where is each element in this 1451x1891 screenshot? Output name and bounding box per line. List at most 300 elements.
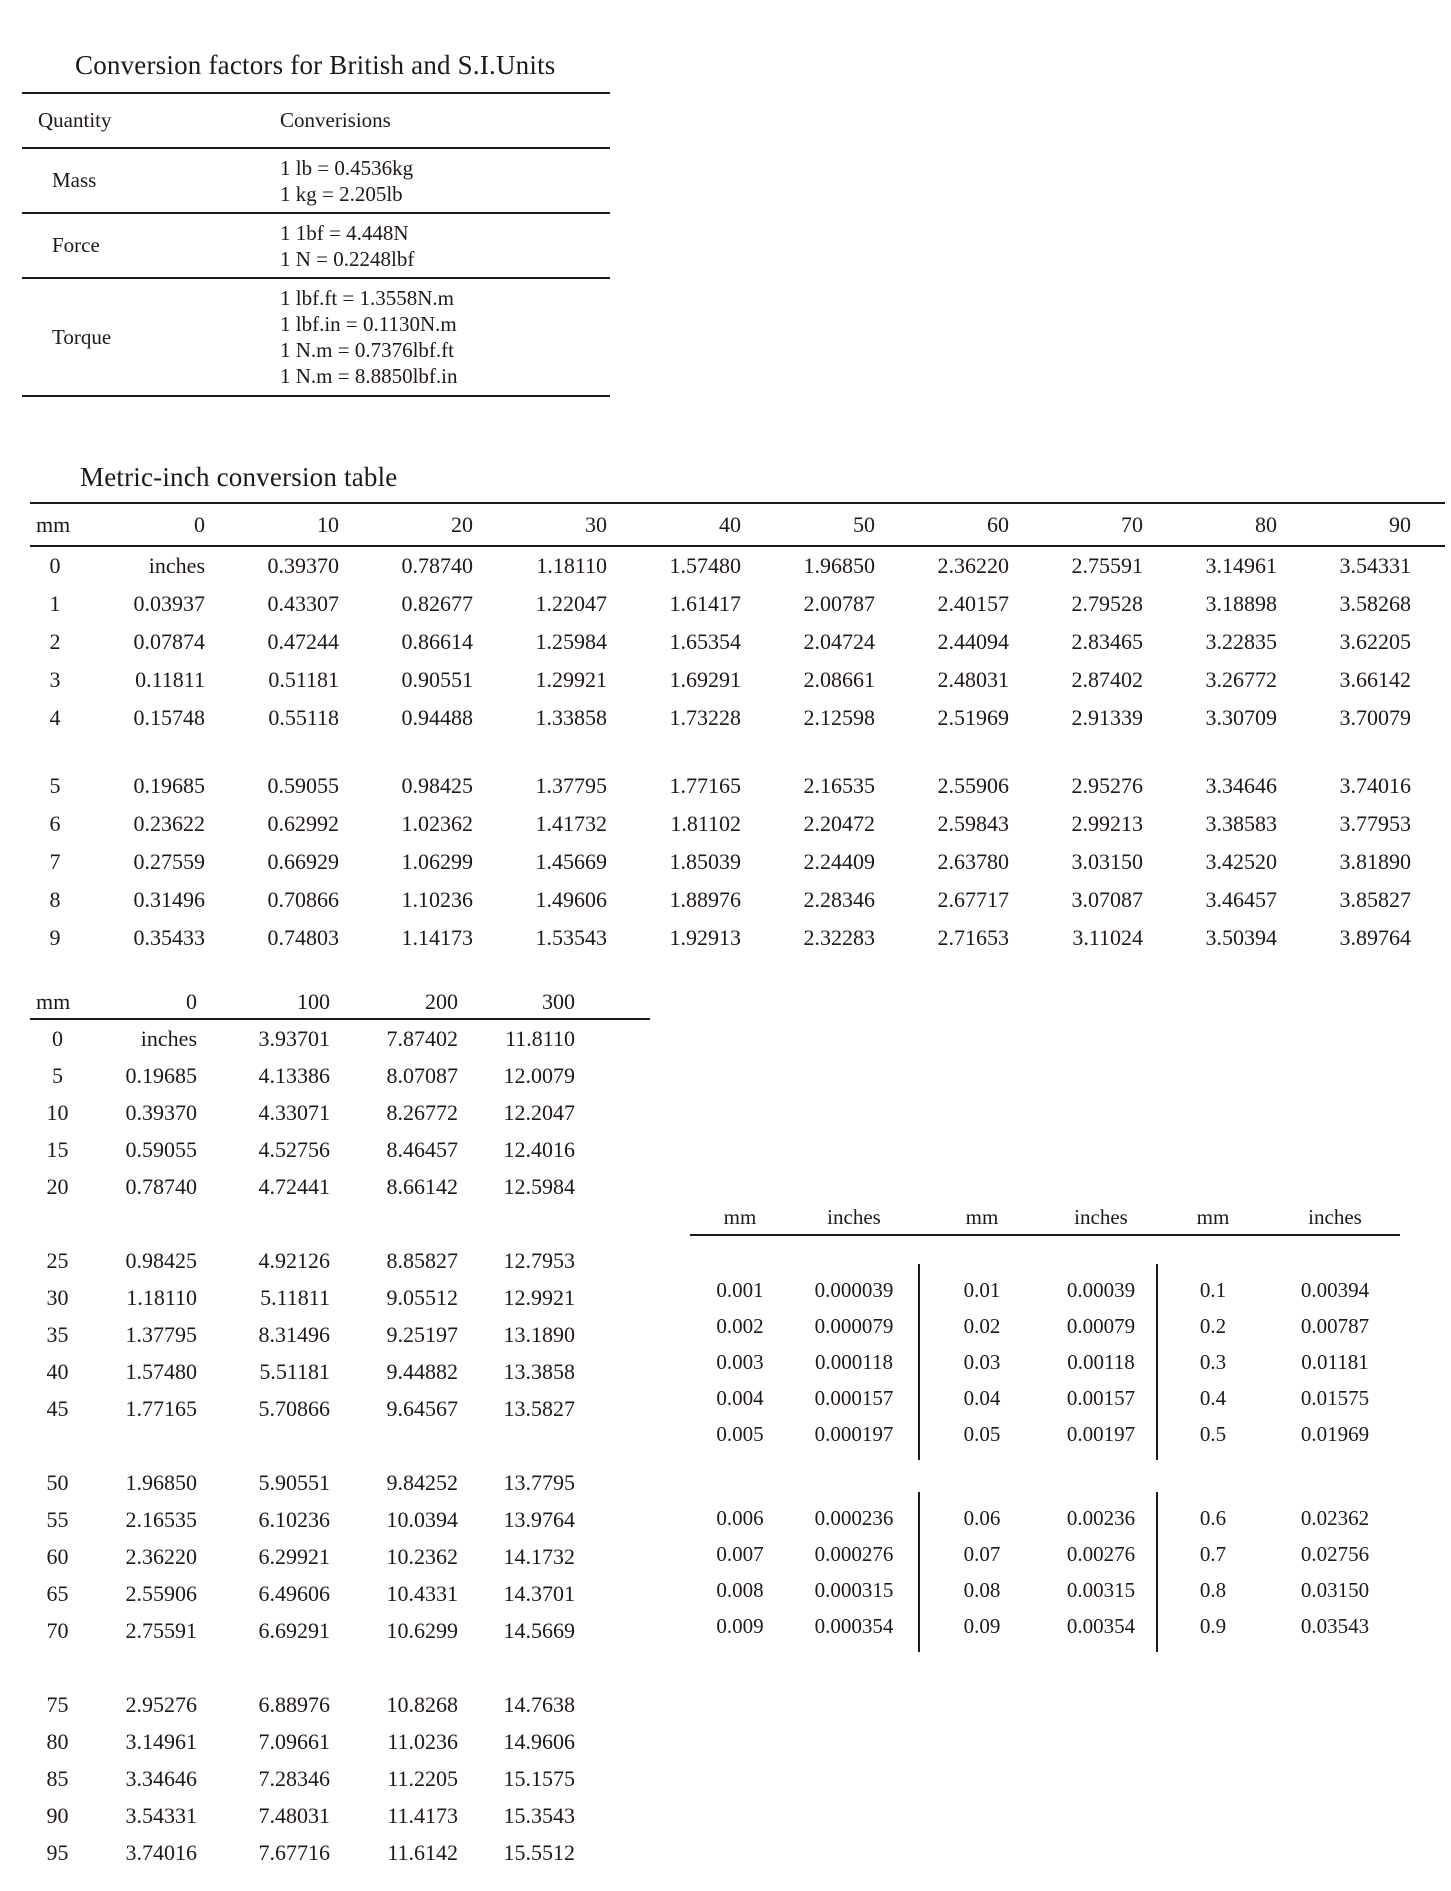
column-header: 300 — [542, 989, 575, 1014]
table-row — [30, 1464, 650, 1501]
table-cell: 3.42520 — [1205, 849, 1277, 874]
table-cell: 1.37795 — [535, 773, 607, 798]
table-cell: 3.74016 — [1339, 773, 1411, 798]
table-row — [30, 699, 1445, 737]
table-cell: 2.91339 — [1071, 705, 1143, 730]
group-rows — [690, 1500, 1400, 1644]
table-cell: 7.48031 — [258, 1803, 330, 1828]
table-row — [30, 1723, 650, 1760]
table-cell: 1.57480 — [125, 1359, 197, 1384]
table-cell: 0 — [49, 553, 61, 578]
table-cell: 11.0236 — [387, 1729, 458, 1754]
table-cell: 13.9764 — [503, 1507, 575, 1532]
table-cell: 12.0079 — [503, 1063, 575, 1088]
table-row — [690, 1272, 1400, 1308]
table-cell: 0.31496 — [133, 887, 205, 912]
conversion-line: 1 lb = 0.4536kg — [280, 155, 414, 180]
table-cell: 3.26772 — [1205, 667, 1277, 692]
table-cell: 3.77953 — [1339, 811, 1411, 836]
table-cell: 0.07 — [963, 1542, 1001, 1566]
torque-label: Torque — [52, 324, 112, 349]
column-divider — [1156, 1264, 1158, 1460]
table-header-row — [690, 1200, 1400, 1234]
table-cell: 10.8268 — [386, 1692, 458, 1717]
table-cell: 0.00315 — [1066, 1578, 1136, 1602]
table-cell: 75 — [46, 1692, 69, 1717]
quantity-column-header: Quantity — [38, 108, 112, 132]
table-cell: 7.28346 — [258, 1766, 330, 1791]
table-cell: 13.7795 — [503, 1470, 575, 1495]
group-gap — [30, 1427, 650, 1464]
table-cell: 1.61417 — [669, 591, 741, 616]
table-cell: 2.44094 — [937, 629, 1009, 654]
column-header: mm — [36, 989, 71, 1014]
table-group — [30, 1686, 650, 1871]
table-cell: 3.34646 — [1205, 773, 1277, 798]
table-cell: 0.98425 — [401, 773, 473, 798]
table-cell: 9.84252 — [386, 1470, 458, 1495]
table-cell: 0.70866 — [267, 887, 339, 912]
table-row — [30, 1353, 650, 1390]
conversion-line: 1 lbf.ft = 1.3558N.m — [280, 286, 454, 310]
table-cell: 3.30709 — [1205, 705, 1277, 730]
table-cell: 0.55118 — [268, 705, 339, 730]
table-row — [690, 1380, 1400, 1416]
table-group — [30, 1242, 650, 1427]
table-cell: 0 — [52, 1026, 63, 1051]
table-cell: 8.07087 — [386, 1063, 458, 1088]
table-cell: 5.11811 — [260, 1285, 330, 1310]
table-cell: 0.59055 — [125, 1137, 197, 1162]
table-cell: 12.2047 — [503, 1100, 575, 1125]
table-cell: inches — [148, 553, 205, 578]
column-header: 10 — [317, 512, 339, 537]
table-cell: 0.23622 — [133, 811, 205, 836]
table-cell: 3.93701 — [258, 1026, 330, 1051]
table-cell: 0.82677 — [401, 591, 473, 616]
table-cell: 1.14173 — [401, 925, 473, 950]
table-cell: 10.4331 — [386, 1581, 458, 1606]
table-cell: 0.00236 — [1066, 1506, 1136, 1530]
table-cell: 1.88976 — [669, 887, 741, 912]
table-cell: 2.00787 — [803, 591, 875, 616]
table-cell: 2.04724 — [803, 629, 875, 654]
group-gap — [30, 1205, 650, 1242]
table-cell: 9.05512 — [386, 1285, 458, 1310]
conversion-factors-table — [22, 92, 610, 397]
table-cell: 0.62992 — [267, 811, 339, 836]
table-row — [30, 1760, 650, 1797]
table-cell: 65 — [46, 1581, 69, 1606]
table-group — [690, 1500, 1400, 1644]
table-cell: 0.01575 — [1300, 1386, 1370, 1410]
table-cell: 1.29921 — [535, 667, 607, 692]
table-cell: 0.000079 — [814, 1314, 894, 1338]
table-cell: 0.00079 — [1066, 1314, 1136, 1338]
table-row — [30, 1612, 650, 1649]
table-cell: 0.47244 — [267, 629, 339, 654]
table-cell: 5 — [52, 1063, 63, 1088]
table-cell: 2.16535 — [803, 773, 875, 798]
table-cell: 13.1890 — [503, 1322, 575, 1347]
table-row — [30, 843, 1445, 881]
table-cell: 0.000039 — [814, 1278, 894, 1302]
table-cell: 70 — [46, 1618, 69, 1643]
table-cell: 3.89764 — [1339, 925, 1411, 950]
table-row — [30, 1575, 650, 1612]
conversion-factors-header-row — [22, 94, 610, 149]
table-cell: 11.6142 — [387, 1840, 458, 1865]
table-row — [30, 1501, 650, 1538]
table-cell: 2.87402 — [1071, 667, 1143, 692]
table-cell: 1.85039 — [669, 849, 741, 874]
table-cell: 2.99213 — [1071, 811, 1143, 836]
table-cell: 8.31496 — [258, 1322, 330, 1347]
table-row — [690, 1536, 1400, 1572]
group-gap — [30, 1649, 650, 1686]
table-cell: 2.55906 — [125, 1581, 197, 1606]
table-cell: 6.69291 — [258, 1618, 330, 1643]
table-cell: 3.14961 — [1205, 553, 1277, 578]
table-cell: 0.06 — [963, 1506, 1001, 1530]
column-header: mm — [36, 512, 71, 537]
table-cell: 15.1575 — [503, 1766, 575, 1791]
table-cell: 0.007 — [716, 1542, 764, 1566]
table-cell: 0.00787 — [1300, 1314, 1370, 1338]
table-cell: 3.18898 — [1205, 591, 1277, 616]
table-cell: 0.39370 — [267, 553, 339, 578]
table-cell: 1.18110 — [126, 1285, 197, 1310]
table-cell: 0.3 — [1199, 1350, 1227, 1374]
table-cell: 0.00197 — [1066, 1422, 1136, 1446]
table-row — [30, 805, 1445, 843]
table-cell: 20 — [46, 1174, 69, 1199]
table-cell: 7.87402 — [386, 1026, 458, 1051]
table-cell: 0.19685 — [125, 1063, 197, 1088]
table-cell: 1.25984 — [535, 629, 607, 654]
table-row — [690, 1344, 1400, 1380]
table-cell: 2.95276 — [1071, 773, 1143, 798]
column-header: 200 — [425, 989, 458, 1014]
table-row — [30, 661, 1445, 699]
table-cell: 0.4 — [1199, 1386, 1227, 1410]
group-gap — [690, 1452, 1400, 1500]
table-cell: 0.66929 — [267, 849, 339, 874]
table-cell: 95 — [46, 1840, 69, 1865]
table-cell: 85 — [46, 1766, 69, 1791]
table-cell: 1.96850 — [803, 553, 875, 578]
table-cell: 0.9 — [1199, 1614, 1227, 1638]
table-cell: 2.55906 — [937, 773, 1009, 798]
table-group — [690, 1272, 1400, 1452]
table-cell: 0.00039 — [1066, 1278, 1136, 1302]
table-cell: 14.3701 — [503, 1581, 575, 1606]
table-cell: 2.71653 — [937, 925, 1009, 950]
table-row — [30, 1168, 650, 1205]
table-cell: 3.11024 — [1072, 925, 1143, 950]
table-cell: 25 — [46, 1248, 69, 1273]
table-cell: 6.29921 — [258, 1544, 330, 1569]
table-row — [30, 1131, 650, 1168]
table-cell: 14.9606 — [503, 1729, 575, 1754]
conversion-line: 1 1bf = 4.448N — [280, 220, 409, 245]
table-row — [30, 1538, 650, 1575]
table-cell: 9 — [49, 925, 61, 950]
column-header: 40 — [719, 512, 741, 537]
table-cell: 0.59055 — [267, 773, 339, 798]
table-cell: 7.67716 — [258, 1840, 330, 1865]
table-cell: 1.10236 — [401, 887, 473, 912]
table-cell: 3 — [49, 667, 61, 692]
table-cell: 0.78740 — [125, 1174, 197, 1199]
table-cell: 0.05 — [963, 1422, 1001, 1446]
table-cell: 0.00118 — [1067, 1350, 1135, 1374]
column-header: 0 — [186, 989, 197, 1014]
table-cell: 0.03150 — [1300, 1578, 1370, 1602]
table-cell: 6.88976 — [258, 1692, 330, 1717]
table-cell: 7 — [49, 849, 61, 874]
table-cell: 3.74016 — [125, 1840, 197, 1865]
table-cell: 8.46457 — [386, 1137, 458, 1162]
table-row — [30, 1834, 650, 1871]
table-cell: 9.44882 — [386, 1359, 458, 1384]
column-header: 30 — [585, 512, 607, 537]
table-cell: 11.8110 — [505, 1026, 575, 1051]
table-cell: 0.09 — [963, 1614, 1001, 1638]
table-group — [30, 1020, 650, 1205]
table-cell: 0.000276 — [814, 1542, 894, 1566]
table-cell: 1.18110 — [536, 553, 607, 578]
table-cell: 0.000315 — [814, 1578, 894, 1602]
conversion-line: 1 lbf.in = 0.1130N.m — [280, 312, 457, 336]
table-cell: 1.92913 — [669, 925, 741, 950]
table-row — [30, 1390, 650, 1427]
table-cell: 2.32283 — [803, 925, 875, 950]
table-cell: 0.004 — [716, 1386, 764, 1410]
column-header: inches — [827, 1205, 881, 1229]
table-cell: 0.009 — [716, 1614, 764, 1638]
column-header: 20 — [451, 512, 473, 537]
table-header-row — [30, 985, 650, 1018]
table-cell: 0.86614 — [401, 629, 473, 654]
table-cell: 2.28346 — [803, 887, 875, 912]
table-cell: 40 — [46, 1359, 69, 1384]
table-cell: 0.002 — [716, 1314, 764, 1338]
table-cell: 1.65354 — [669, 629, 741, 654]
table-row — [30, 547, 1445, 585]
table-cell: 0.27559 — [133, 849, 205, 874]
table-cell: 2.63780 — [937, 849, 1009, 874]
column-header: mm — [723, 1205, 757, 1229]
table-cell: 5.51181 — [259, 1359, 330, 1384]
column-divider — [918, 1492, 920, 1652]
table-cell: 1.33858 — [535, 705, 607, 730]
table-cell: 2.75591 — [125, 1618, 197, 1643]
table-cell: 3.46457 — [1205, 887, 1277, 912]
table-cell: 0.04 — [963, 1386, 1001, 1410]
table-cell: 14.7638 — [503, 1692, 575, 1717]
table-cell: 3.54331 — [125, 1803, 197, 1828]
table-cell: 10.6299 — [386, 1618, 458, 1643]
table-cell: 1.06299 — [401, 849, 473, 874]
table-cell: 0.000354 — [814, 1614, 894, 1638]
table-cell: 0.02 — [963, 1314, 1001, 1338]
table-cell: 50 — [46, 1470, 69, 1495]
table-row — [30, 1057, 650, 1094]
mass-conversions — [272, 155, 610, 207]
table-header-row — [30, 504, 1445, 545]
force-conversions — [272, 220, 610, 272]
table-cell: 12.9921 — [503, 1285, 575, 1310]
table-cell: 0.5 — [1199, 1422, 1227, 1446]
table-cell: 1.02362 — [401, 811, 473, 836]
table-cell: 30 — [46, 1285, 69, 1310]
table-cell: 3.22835 — [1205, 629, 1277, 654]
table-cell: 11.2205 — [387, 1766, 458, 1791]
table-cell: 3.03150 — [1071, 849, 1143, 874]
table-cell: 0.03 — [963, 1350, 1001, 1374]
table-cell: 2.20472 — [803, 811, 875, 836]
table-cell: 2.79528 — [1071, 591, 1143, 616]
column-divider — [918, 1264, 920, 1460]
table-cell: 4 — [49, 705, 61, 730]
table-cell: 0.02756 — [1300, 1542, 1370, 1566]
table-cell: 2.08661 — [803, 667, 875, 692]
table-cell: 5.70866 — [258, 1396, 330, 1421]
table-cell: 14.1732 — [503, 1544, 575, 1569]
table-cell: 2.48031 — [937, 667, 1009, 692]
table-cell: 0.00276 — [1066, 1542, 1136, 1566]
table-cell: 6 — [49, 811, 61, 836]
table-cell: 0.43307 — [267, 591, 339, 616]
table-cell: 45 — [46, 1396, 69, 1421]
table-cell: 12.7953 — [503, 1248, 575, 1273]
group-gap — [30, 737, 1445, 767]
table-cell: 0.74803 — [267, 925, 339, 950]
table-cell: 1.57480 — [669, 553, 741, 578]
table-cell: 3.38583 — [1205, 811, 1277, 836]
table-cell: 55 — [46, 1507, 69, 1532]
table-cell: 12.5984 — [503, 1174, 575, 1199]
table-cell: 0.90551 — [401, 667, 473, 692]
table-cell: 3.54331 — [1339, 553, 1411, 578]
table-cell: 6.10236 — [258, 1507, 330, 1532]
table-cell: 2.75591 — [1071, 553, 1143, 578]
table-cell: 4.33071 — [258, 1100, 330, 1125]
table-row — [30, 1316, 650, 1353]
table-cell: 0.7 — [1199, 1542, 1227, 1566]
table-cell: 1.37795 — [125, 1322, 197, 1347]
table-cell: 10 — [46, 1100, 69, 1125]
table-row — [690, 1608, 1400, 1644]
table-cell: 2.36220 — [937, 553, 1009, 578]
fractional-mm-table — [690, 1200, 1400, 1644]
table-cell: 0.000118 — [815, 1350, 893, 1374]
table-cell: 0.98425 — [125, 1248, 197, 1273]
table-cell: 1.73228 — [669, 705, 741, 730]
table-cell: 0.005 — [716, 1422, 764, 1446]
table-cell: 35 — [46, 1322, 69, 1347]
table-cell: 0.00394 — [1300, 1278, 1370, 1302]
table-cell: 1.77165 — [669, 773, 741, 798]
table-cell: 1.53543 — [535, 925, 607, 950]
table-cell: 0.1 — [1199, 1278, 1227, 1302]
group-gap — [690, 1236, 1400, 1272]
table-cell: 60 — [46, 1544, 69, 1569]
table-cell: 2.40157 — [937, 591, 1009, 616]
table-cell: 1.49606 — [535, 887, 607, 912]
table-cell: 5.90551 — [258, 1470, 330, 1495]
mass-row — [22, 149, 610, 214]
table-row — [30, 881, 1445, 919]
column-header: 60 — [987, 512, 1009, 537]
column-header: mm — [965, 1205, 999, 1229]
table-cell: 1 — [49, 591, 61, 616]
table-cell: 4.92126 — [258, 1248, 330, 1273]
metric-inch-title: Metric-inch conversion table — [80, 462, 398, 492]
table-cell: 1.45669 — [535, 849, 607, 874]
table-cell: 9.25197 — [386, 1322, 458, 1347]
table-cell: 15.5512 — [503, 1840, 575, 1865]
table-cell: 0.15748 — [133, 705, 205, 730]
table-cell: 2.12598 — [803, 705, 875, 730]
table-row — [690, 1572, 1400, 1608]
group-rows — [690, 1272, 1400, 1452]
table-row — [30, 1094, 650, 1131]
table-cell: 0.001 — [716, 1278, 764, 1302]
table-cell: 0.51181 — [268, 667, 339, 692]
table-cell: 1.96850 — [125, 1470, 197, 1495]
column-header: 80 — [1255, 512, 1277, 537]
column-header: 50 — [853, 512, 875, 537]
column-header: mm — [1196, 1205, 1230, 1229]
table-cell: 0.00157 — [1066, 1386, 1136, 1410]
table-cell: 0.94488 — [401, 705, 473, 730]
table-cell: 3.70079 — [1339, 705, 1411, 730]
table-cell: 0.006 — [716, 1506, 764, 1530]
table-cell: 13.5827 — [503, 1396, 575, 1421]
table-cell: 2.36220 — [125, 1544, 197, 1569]
conversions-column-header: Converisions — [280, 108, 391, 132]
table-cell: 6.49606 — [258, 1581, 330, 1606]
table-row — [30, 1242, 650, 1279]
table-cell: 2 — [49, 629, 61, 654]
table-cell: 2.16535 — [125, 1507, 197, 1532]
table-cell: 0.03543 — [1300, 1614, 1370, 1638]
table-cell: 0.01969 — [1300, 1422, 1370, 1446]
table-cell: 15 — [46, 1137, 69, 1162]
table-group — [30, 1464, 650, 1649]
conversion-factors-title: Conversion factors for British and S.I.Units — [75, 50, 556, 80]
mass-label: Mass — [52, 168, 97, 192]
table-cell: 4.52756 — [258, 1137, 330, 1162]
table-cell: 2.24409 — [803, 849, 875, 874]
table-cell: 0.01 — [963, 1278, 1001, 1302]
table-cell: 3.66142 — [1339, 667, 1411, 692]
table-group — [30, 547, 1445, 737]
table-cell: 80 — [46, 1729, 69, 1754]
column-header: inches — [1308, 1205, 1362, 1229]
table-cell: 15.3543 — [503, 1803, 575, 1828]
column-header: 0 — [194, 512, 205, 537]
table-row — [30, 623, 1445, 661]
table-cell: 2.95276 — [125, 1692, 197, 1717]
table-cell: 0.2 — [1199, 1314, 1227, 1338]
table-cell: 10.0394 — [386, 1507, 458, 1532]
table-row — [690, 1500, 1400, 1536]
table-cell: 1.69291 — [669, 667, 741, 692]
force-row — [22, 214, 610, 279]
